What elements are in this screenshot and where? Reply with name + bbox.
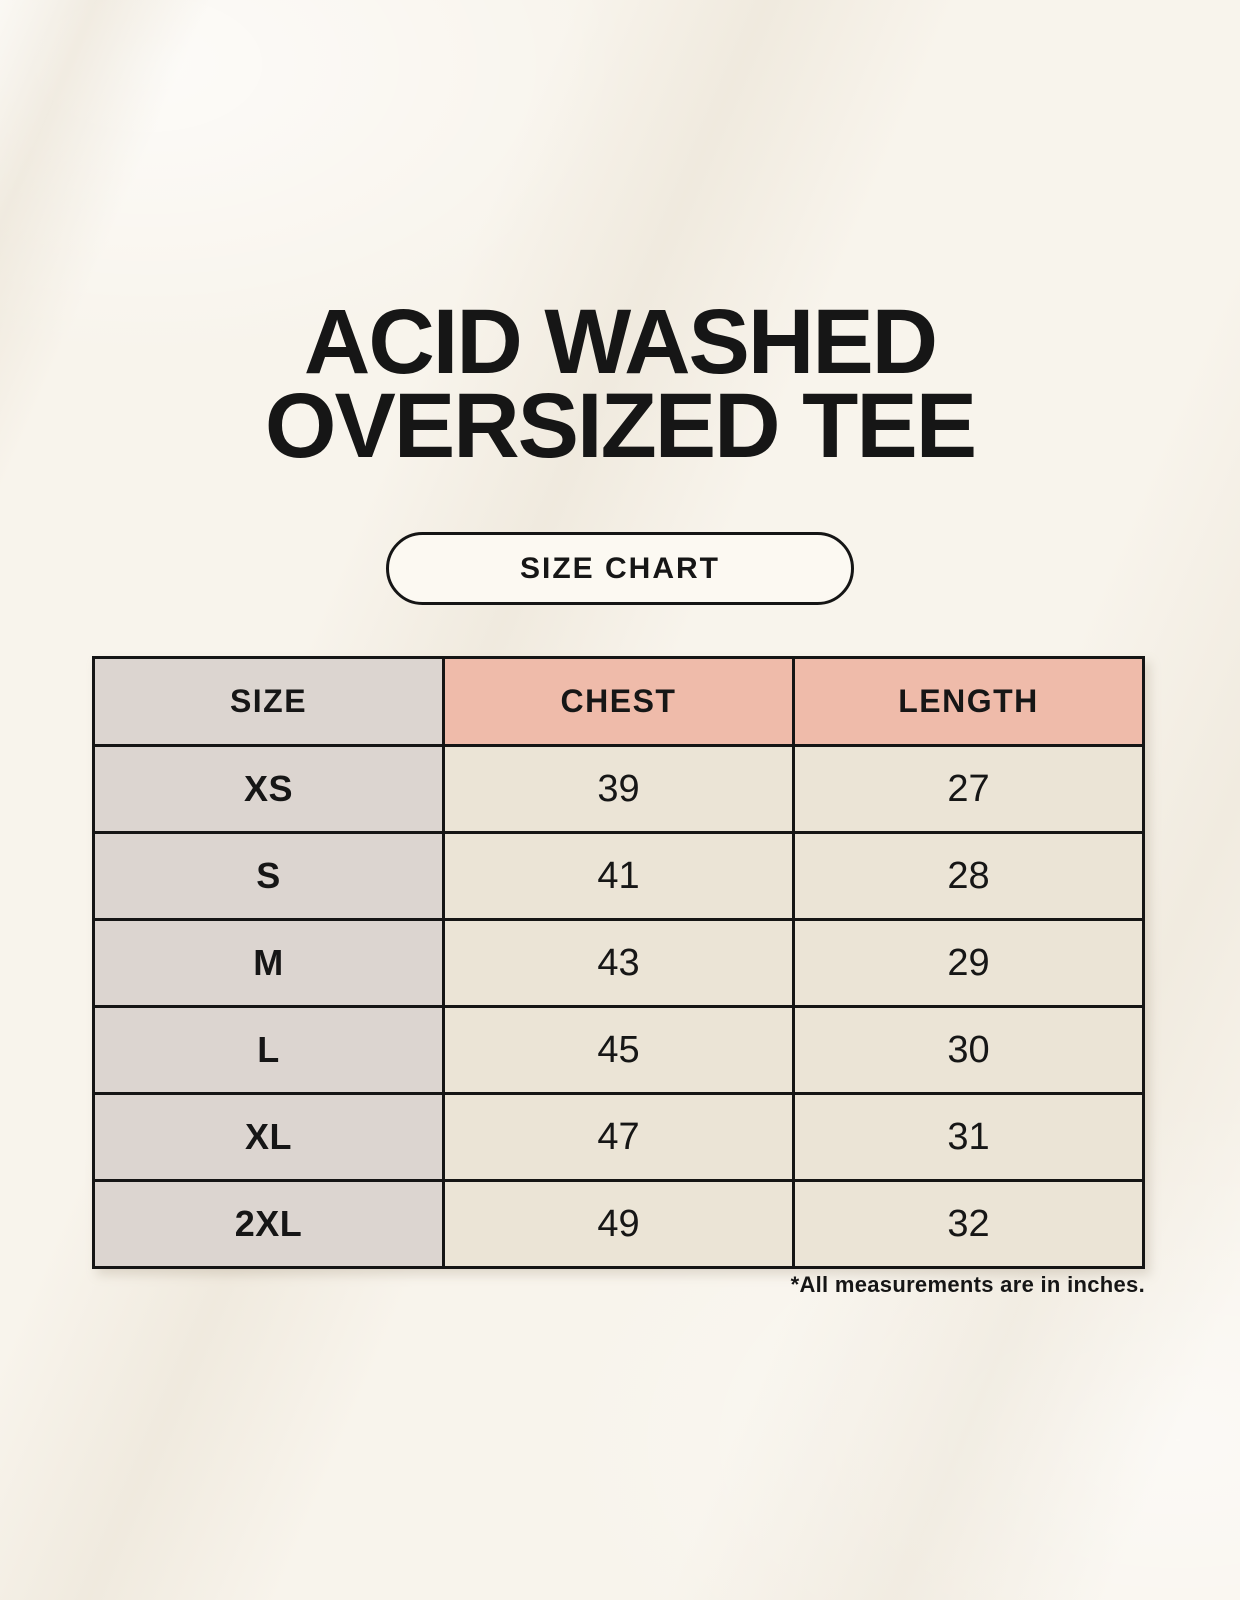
size-label-cell: 2XL	[94, 1181, 444, 1268]
size-table-row	[94, 1094, 1144, 1181]
measurement-value-cell: 39	[444, 746, 794, 833]
product-title-line1: ACID WASHED	[303, 291, 937, 393]
size-label-cell: S	[94, 833, 444, 920]
size-table-row	[94, 1181, 1144, 1268]
size-chart-button-label: SIZE CHART	[520, 551, 720, 585]
measurement-value-cell: 43	[444, 920, 794, 1007]
measurement-value-cell: 29	[794, 920, 1144, 1007]
size-chart-button[interactable]	[386, 532, 854, 605]
measurement-value-cell: 31	[794, 1094, 1144, 1181]
size-label-cell: L	[94, 1007, 444, 1094]
size-table-head	[94, 658, 1144, 746]
size-label-cell: XL	[94, 1094, 444, 1181]
measurement-value-cell: 49	[444, 1181, 794, 1268]
measurements-footnote: *All measurements are in inches.	[790, 1272, 1145, 1297]
measurement-value-cell: 27	[794, 746, 1144, 833]
product-title-line2: OVERSIZED TEE	[264, 375, 976, 477]
size-table-body	[94, 746, 1144, 1268]
column-header-length: LENGTH	[794, 658, 1144, 746]
product-title	[0, 291, 1240, 477]
size-table-row	[94, 920, 1144, 1007]
column-header-chest: CHEST	[444, 658, 794, 746]
measurement-value-cell: 41	[444, 833, 794, 920]
measurement-value-cell: 47	[444, 1094, 794, 1181]
size-table-row	[94, 1007, 1144, 1094]
size-table-row	[94, 746, 1144, 833]
size-label-cell: M	[94, 920, 444, 1007]
measurement-value-cell: 30	[794, 1007, 1144, 1094]
measurement-value-cell: 28	[794, 833, 1144, 920]
measurement-value-cell: 45	[444, 1007, 794, 1094]
size-table-row	[94, 833, 1144, 920]
size-table-header-row	[94, 658, 1144, 746]
measurement-value-cell: 32	[794, 1181, 1144, 1268]
size-label-cell: XS	[94, 746, 444, 833]
column-header-size: SIZE	[94, 658, 444, 746]
size-table	[92, 656, 1145, 1269]
